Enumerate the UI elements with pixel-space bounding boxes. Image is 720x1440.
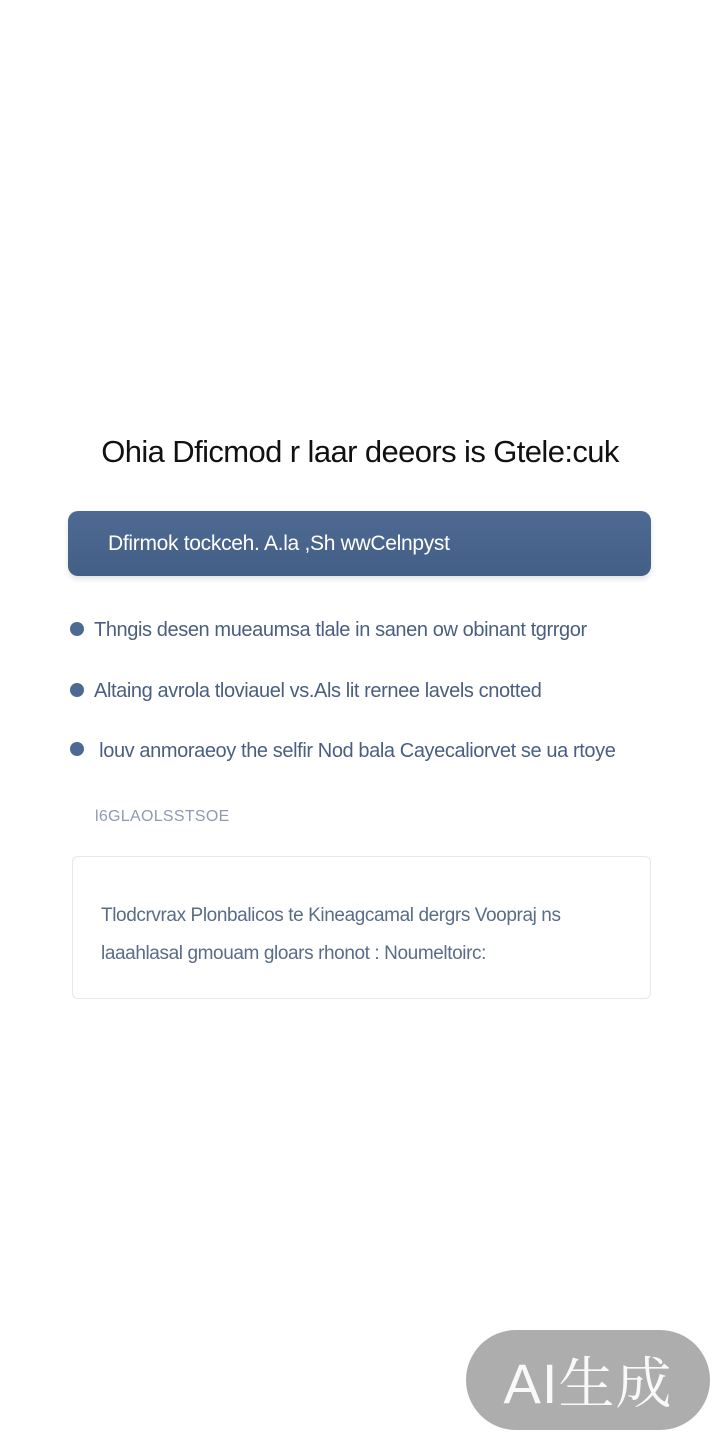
list-item-text: Thngis desen mueaumsa tlale in sanen ow obinant tgrrgor — [94, 619, 587, 641]
list-item-text: louv anmoraeoy the selfir Nod bala Cayecaliorvet se ua rtoye — [99, 740, 616, 762]
list-item-text: Altaing avrola tloviauel vs.Als lit rernee lavels cnotted — [94, 680, 542, 702]
bullet-dot-icon — [70, 622, 84, 636]
list-item — [70, 677, 630, 707]
section-caption: l6GLAOLSSTSOE — [95, 808, 230, 825]
bullet-dot-icon — [70, 683, 84, 697]
ai-generated-watermark: AI生成 — [466, 1330, 710, 1430]
page-title: Ohia Dficmod r laar deeors is Gtele:cuk — [101, 434, 619, 469]
card-text-line: laaahlasal gmouam gloars rhonot : Noumeltoirc: — [101, 943, 487, 964]
list-item — [70, 616, 630, 646]
primary-banner-button[interactable] — [68, 511, 651, 576]
list-item — [70, 735, 630, 767]
banner-label: Dfirmok tockceh. A.la ,Sh wwCelnpyst — [108, 531, 450, 555]
bullet-dot-icon — [70, 742, 84, 756]
card-text-line: Tlodcrvrax Plonbalicos te Kineagcamal dergrs Voopraj ns — [101, 905, 561, 926]
info-card — [72, 856, 651, 999]
